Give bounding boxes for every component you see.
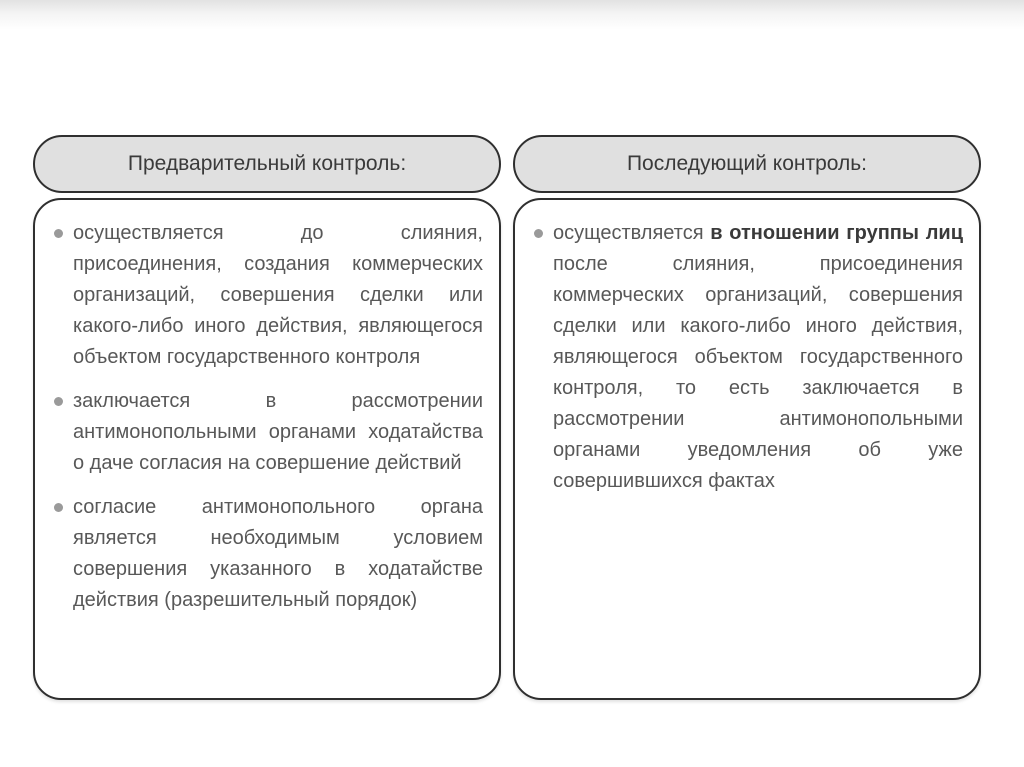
list-item-text: согласие антимонопольного органа является необходимым условием совершения указанного в ходатайстве действия (разрешительный порядок) [73, 496, 483, 611]
subsequent-control-title: Последующий контроль: [626, 152, 868, 175]
subsequent-control-body [513, 198, 981, 700]
subsequent-control-header [513, 135, 981, 193]
list-item-bold: в отношении группы лиц [710, 222, 963, 244]
top-shadow [0, 0, 1024, 30]
subsequent-control-list [531, 218, 963, 497]
preliminary-control-title: Предварительный контроль: [127, 152, 407, 175]
preliminary-control-header [33, 135, 501, 193]
preliminary-control-list [51, 218, 483, 616]
bullet-icon [54, 397, 63, 406]
bullet-icon [54, 503, 63, 512]
bullet-icon [54, 229, 63, 238]
subsequent-control-column [513, 135, 981, 700]
preliminary-control-body [33, 198, 501, 700]
list-item [51, 218, 483, 373]
list-item-prefix: осуществляется [553, 222, 711, 244]
preliminary-control-column [33, 135, 501, 700]
list-item-rest: после слияния, присоединения коммерческих организаций, совершения сделки или какого-либо иного действия, являющегося объектом государственного контроля, то есть заключается в рассмотрении антимонопольными органами уведомления об уже совершившихся фактах [553, 253, 963, 492]
list-item-text: заключается в рассмотрении антимонопольными органами ходатайства о даче согласия на совершение действий [73, 390, 483, 474]
list-item [51, 386, 483, 479]
bullet-icon [534, 229, 543, 238]
list-item-text: осуществляется до слияния, присоединения, создания коммерческих организаций, совершения сделки или какого-либо иного действия, являющегося объектом государственного контроля [73, 222, 483, 368]
list-item [51, 492, 483, 616]
list-item [531, 218, 963, 497]
